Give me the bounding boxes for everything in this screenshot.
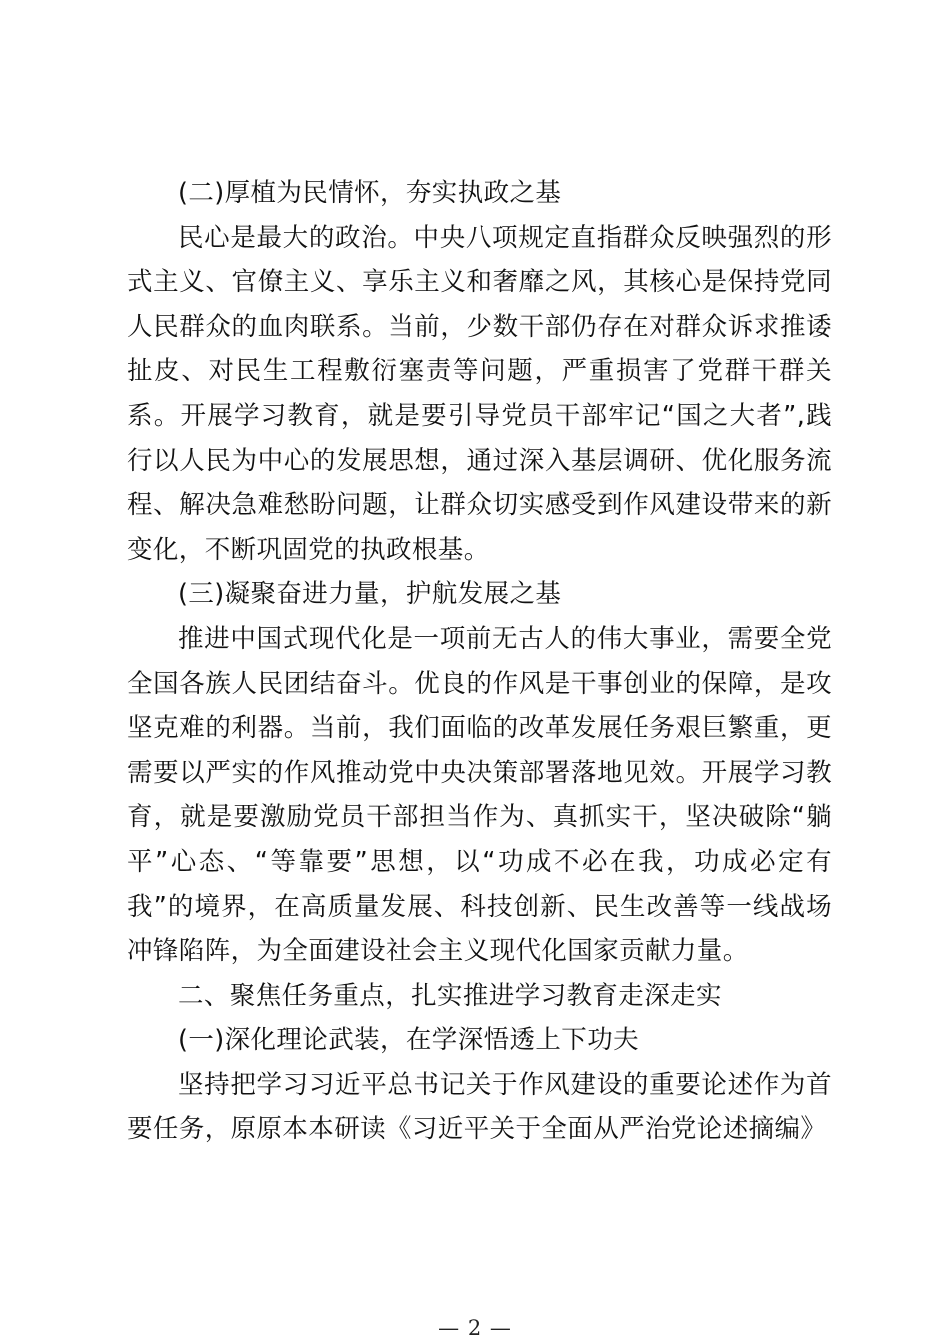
page-number: — 2 — xyxy=(438,1316,512,1340)
body-paragraph: 推进中国式现代化是一项前无古人的伟大事业，需要全党全国各族人民团结奋斗。优良的作风是干事创业的保障，是攻坚克难的利器。当前，我们面临的改革发展任务艰巨繁重，更需要以严实的作风推动党中央决策部署落地见效。开展学习教育，就是要激励党员干部担当作为、真抓实干，坚决破除“躺平”心态、“等靠要”思想，以“功成不必在我，功成必定有我”的境界，在高质量发展、科技创新、民生改善等一线战场冲锋陷阵，为全面建设社会主义现代化国家贡献力量。 xyxy=(127,623,832,967)
document-body xyxy=(127,171,832,1152)
section-heading-2: (二)厚植为民情怀，夯实执政之基 xyxy=(178,178,562,208)
chapter-heading-2: 二、聚焦任务重点，扎实推进学习教育走深走实 xyxy=(178,980,722,1011)
body-paragraph: 民心是最大的政治。中央八项规定直指群众反映强烈的形式主义、官僚主义、享乐主义和奢靡之风，其核心是保持党同人民群众的血肉联系。当前，少数干部仍存在对群众诉求推诿扯皮、对民生工程敷衍塞责等问题，严重损害了党群干群关系。开展学习教育，就是要引导党员干部牢记“国之大者”,践行以人民为中心的发展思想，通过深入基层调研、优化服务流程、解决急难愁盼问题，让群众切实感受到作风建设带来的新变化，不断巩固党的执政根基。 xyxy=(127,222,832,565)
section-heading-3: (三)凝聚奋进力量，护航发展之基 xyxy=(178,579,562,610)
section-heading-1: (一)深化理论武装，在学深悟透上下功夫 xyxy=(178,1025,639,1056)
body-paragraph: 坚持把学习习近平总书记关于作风建设的重要论述作为首要任务，原原本本研读《习近平关于全面从严治党论述摘编》 xyxy=(127,1069,832,1145)
